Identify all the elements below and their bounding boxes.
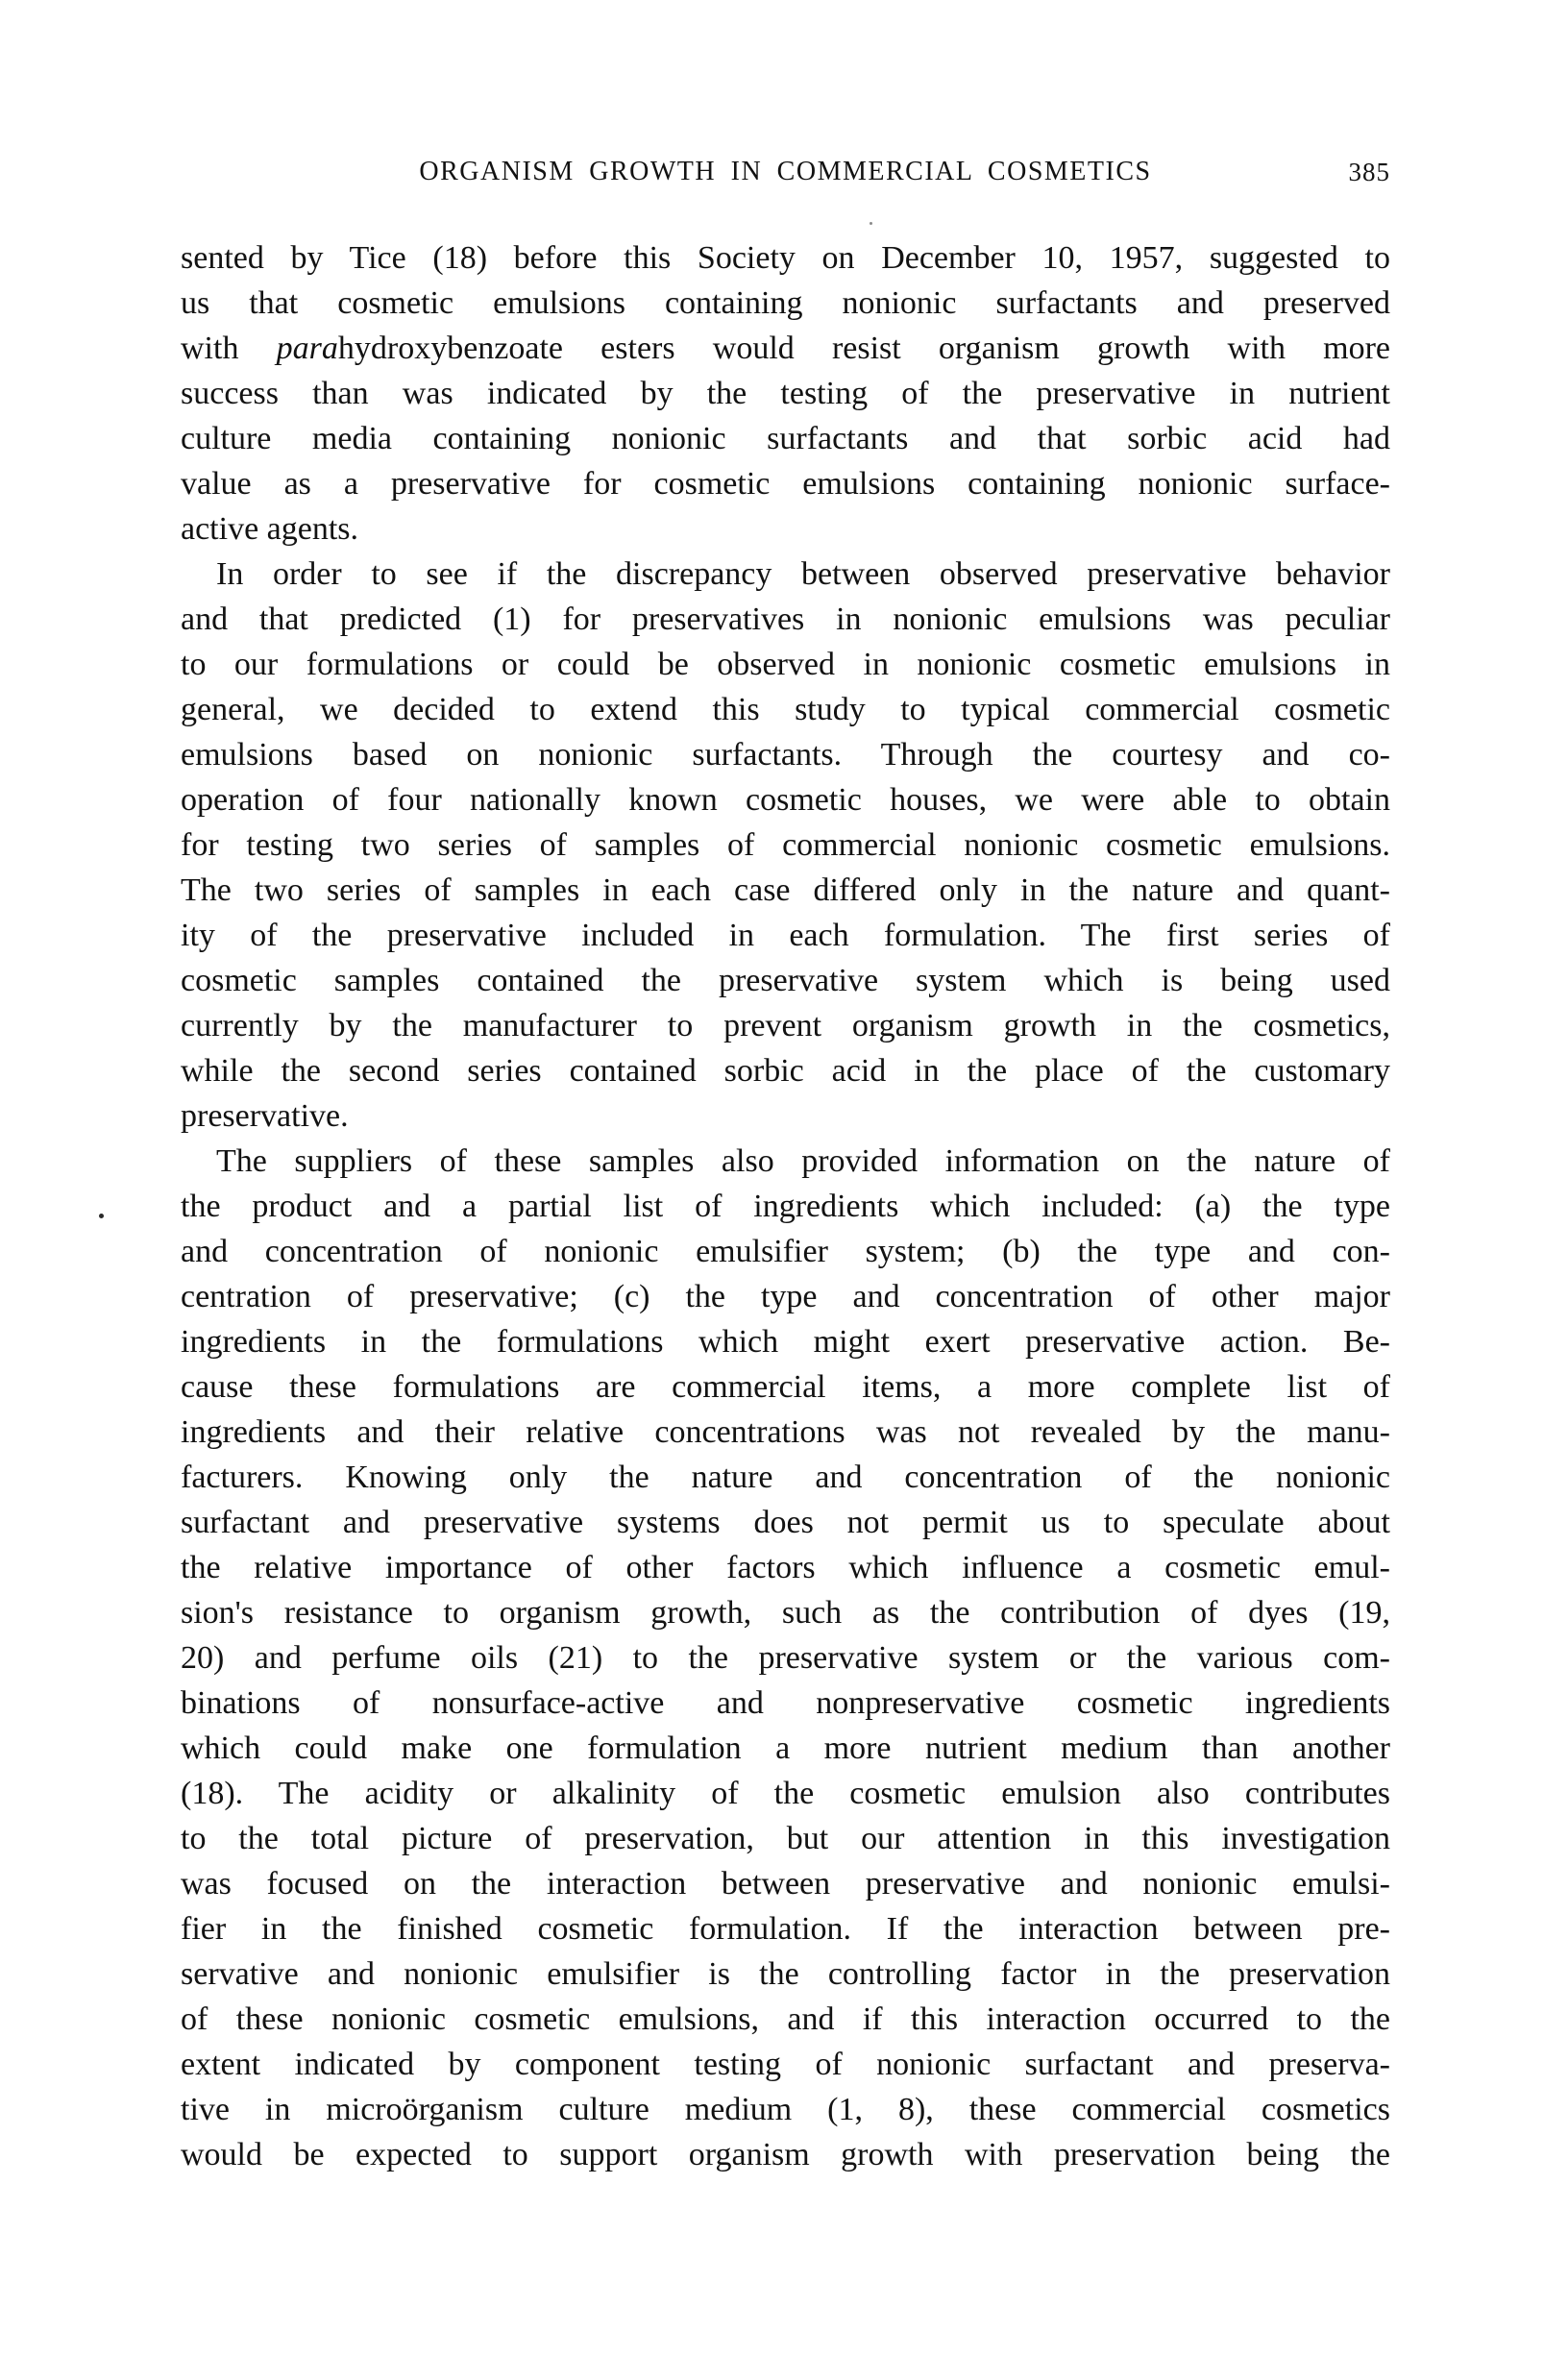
text-line: general, we decided to extend this study to typical commercial cosmetic — [181, 692, 1390, 727]
text-line: would be expected to support organism growth with preservation being the — [181, 2137, 1390, 2172]
text-line: surfactant and preservative systems does not permit us to speculate about — [181, 1505, 1390, 1540]
text-line: ingredients in the formulations which might exert preservative action. Be- — [181, 1324, 1390, 1360]
text-line: operation of four nationally known cosmetic houses, we were able to obtain — [181, 782, 1390, 818]
text-line: which could make one formulation a more nutrient medium than another — [181, 1730, 1390, 1766]
text-line: fier in the finished cosmetic formulation. If the interaction between pre- — [181, 1911, 1390, 1947]
text-line: ingredients and their relative concentrations was not revealed by the manu- — [181, 1414, 1390, 1450]
text-line: the relative importance of other factors which influence a cosmetic emul- — [181, 1550, 1390, 1585]
text-line: The two series of samples in each case differed only in the nature and quant- — [181, 872, 1390, 908]
text-line: centration of preservative; (c) the type and concentration of other major — [181, 1279, 1390, 1314]
text-line: cause these formulations are commercial items, a more complete list of — [181, 1369, 1390, 1405]
text-line: ity of the preservative included in each formulation. The first series of — [181, 918, 1390, 953]
text-line — [181, 326, 1390, 371]
text-line: us that cosmetic emulsions containing nonionic surfactants and preserved — [181, 285, 1390, 321]
text-line: to our formulations or could be observed in nonionic cosmetic emulsions in — [181, 647, 1390, 682]
text-line: preservative. — [181, 1098, 349, 1134]
text-line: servative and nonionic emulsifier is the controlling factor in the preservation — [181, 1956, 1390, 1992]
running-head — [181, 157, 1390, 195]
text-line: currently by the manufacturer to prevent organism growth in the cosmetics, — [181, 1008, 1390, 1043]
scan-artifact-dot — [99, 1214, 104, 1218]
scan-artifact-dot — [870, 222, 872, 225]
text-line: for testing two series of samples of commercial nonionic cosmetic emulsions. — [181, 827, 1390, 863]
text-line: cosmetic samples contained the preservative system which is being used — [181, 963, 1390, 998]
text-line: value as a preservative for cosmetic emulsions containing nonionic surface- — [181, 466, 1390, 502]
text-line: while the second series contained sorbic acid in the place of the customary — [181, 1053, 1390, 1089]
text-segment: with — [181, 331, 277, 366]
running-head-title: ORGANISM GROWTH IN COMMERCIAL COSMETICS — [419, 157, 1152, 186]
text-line: (18). The acidity or alkalinity of the cosmetic emulsion also contributes — [181, 1776, 1390, 1811]
text-line: extent indicated by component testing of nonionic surfactant and preserva- — [181, 2047, 1390, 2082]
text-line: sion's resistance to organism growth, such as the contribution of dyes (19, — [181, 1595, 1390, 1631]
italic-text-segment: para — [276, 331, 338, 366]
text-segment: hydroxybenzoate esters would resist organism growth with more — [337, 331, 1390, 366]
page-number: 385 — [1348, 158, 1390, 186]
text-line: 20) and perfume oils (21) to the preservative system or the various com- — [181, 1640, 1390, 1676]
text-line: In order to see if the discrepancy between observed preservative behavior — [216, 556, 1390, 592]
text-line: facturers. Knowing only the nature and concentration of the nonionic — [181, 1460, 1390, 1495]
text-line: and that predicted (1) for preservatives in nonionic emulsions was peculiar — [181, 601, 1390, 637]
text-line: to the total picture of preservation, but our attention in this investigation — [181, 1821, 1390, 1856]
text-line: sented by Tice (18) before this Society on December 10, 1957, suggested to — [181, 240, 1390, 276]
text-line: and concentration of nonionic emulsifier system; (b) the type and con- — [181, 1234, 1390, 1269]
text-line: tive in microörganism culture medium (1, 8), these commercial cosmetics — [181, 2092, 1390, 2127]
text-line: emulsions based on nonionic surfactants. Through the courtesy and co- — [181, 737, 1390, 773]
text-line: culture media containing nonionic surfactants and that sorbic acid had — [181, 421, 1390, 456]
text-line: was focused on the interaction between preservative and nonionic emulsi- — [181, 1866, 1390, 1902]
text-line: success than was indicated by the testing of the preservative in nutrient — [181, 376, 1390, 411]
text-line: binations of nonsurface-active and nonpreservative cosmetic ingredients — [181, 1685, 1390, 1721]
text-line: The suppliers of these samples also provided information on the nature of — [216, 1143, 1390, 1179]
text-line: the product and a partial list of ingredients which included: (a) the type — [181, 1189, 1390, 1224]
body-text — [181, 235, 1390, 2177]
text-line: of these nonionic cosmetic emulsions, and if this interaction occurred to the — [181, 2001, 1390, 2037]
text-line: active agents. — [181, 511, 359, 547]
